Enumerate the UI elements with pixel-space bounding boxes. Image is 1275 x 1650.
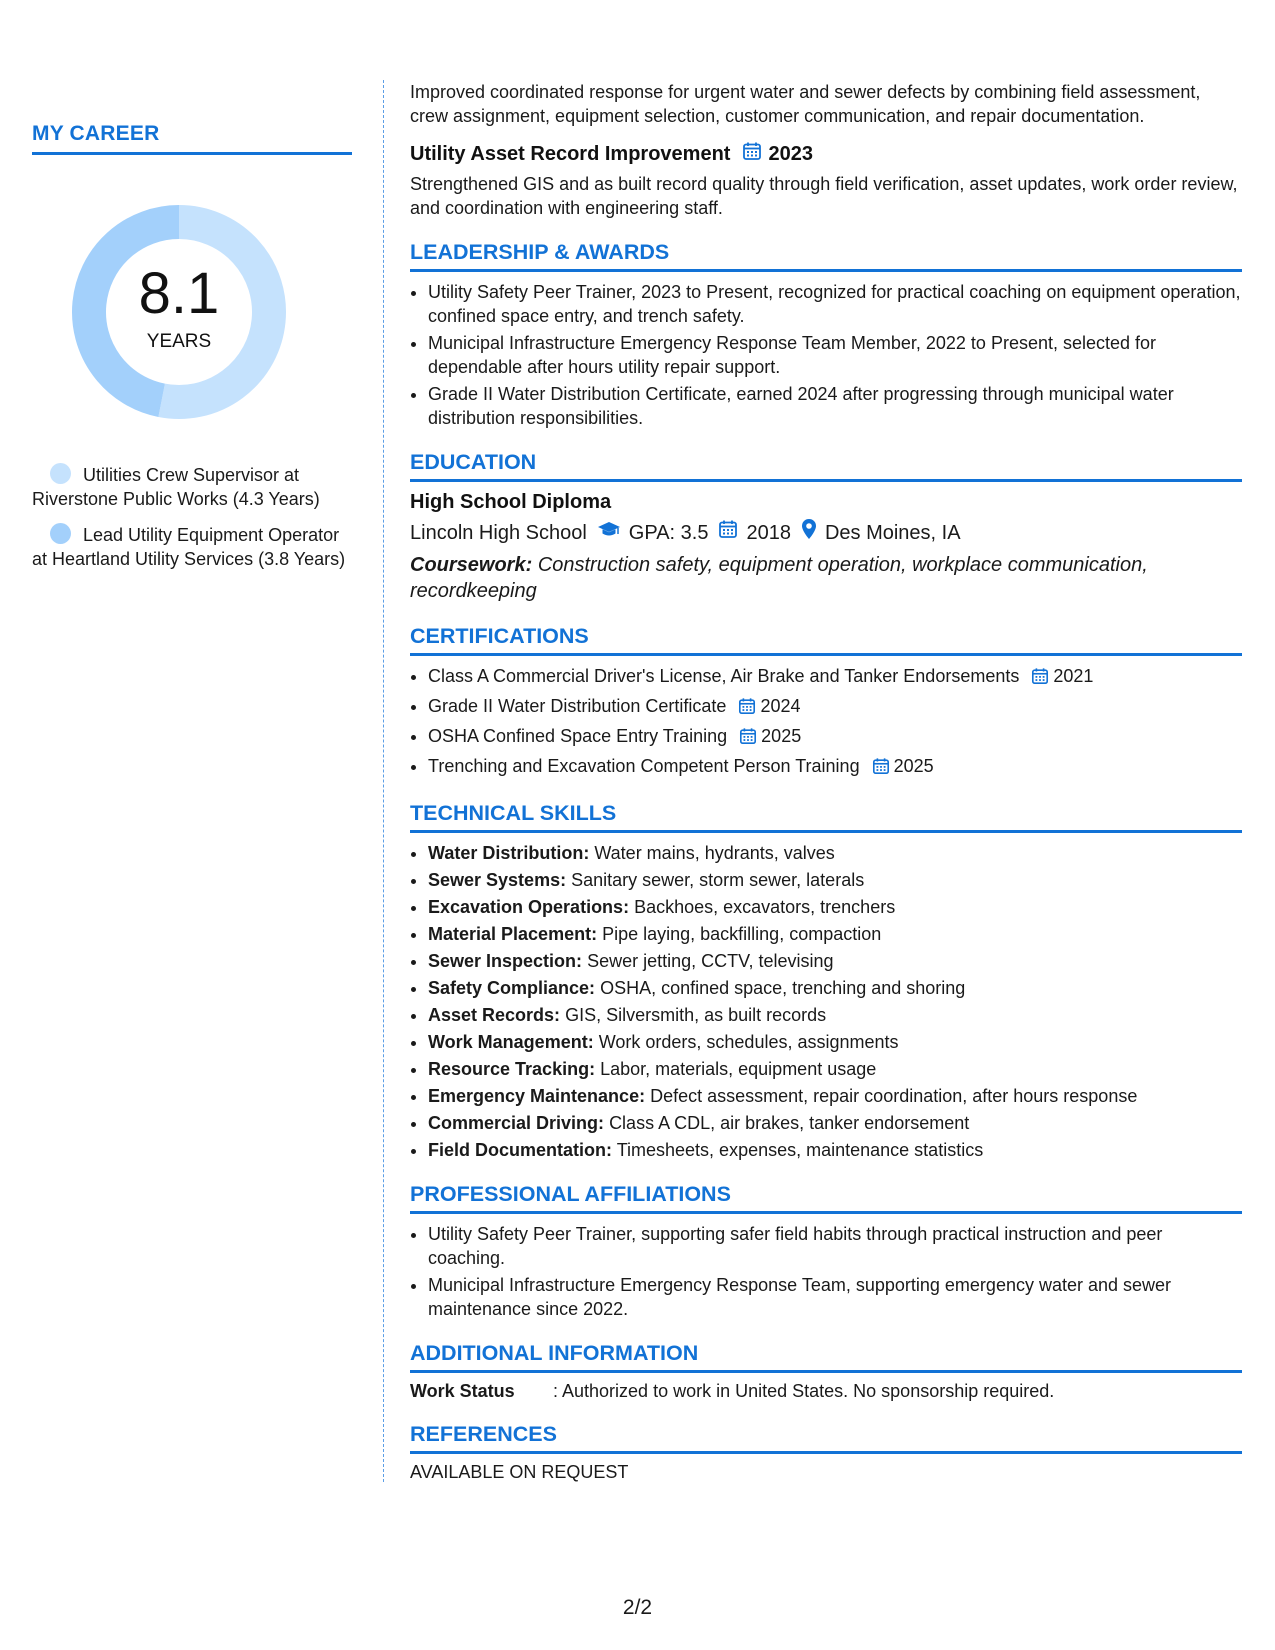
education-degree: High School Diploma [410, 491, 612, 513]
list-item: • Utility Safety Peer Trainer, supporting safer field habits through practical instruction and peer coaching. [428, 1222, 1242, 1270]
list-item [428, 868, 1242, 892]
list-item [428, 922, 1242, 946]
donut-center [64, 197, 294, 427]
certification-name: Grade II Water Distribution Certificate [428, 696, 727, 716]
leadership-list [410, 280, 1242, 430]
skill-label: Emergency Maintenance: [428, 1086, 646, 1106]
skill-label: Work Management: [428, 1032, 594, 1052]
skill-value: Timesheets, expenses, maintenance statistics [616, 1140, 984, 1160]
skill-value: Defect assessment, repair coordination, after hours response [650, 1086, 1138, 1106]
project-title [410, 141, 1242, 167]
skill-label: Commercial Driving: [428, 1113, 605, 1133]
certifications-list [410, 664, 1242, 781]
legend-dot-icon [50, 523, 71, 544]
list-item: • Grade II Water Distribution Certificate, earned 2024 after progressing through municipal water distribution responsibilities. [428, 382, 1242, 430]
skill-label: Excavation Operations: [428, 897, 630, 917]
donut-total-value: 8.1 [138, 261, 220, 326]
calendar-icon [1031, 667, 1049, 691]
calendar-icon [738, 697, 756, 721]
work-status-row [410, 1381, 1242, 1402]
legend-label: Utilities Crew Supervisor at Riverstone Public Works (4.3 Years) [32, 465, 320, 509]
certification-year: 2021 [1053, 666, 1094, 686]
list-item [428, 724, 1242, 751]
list-item [428, 754, 1242, 781]
graduation-cap-icon [597, 519, 621, 547]
skill-value: Class A CDL, air brakes, tanker endorsement [609, 1113, 970, 1133]
skill-label: Safety Compliance: [428, 978, 596, 998]
project-description: Strengthened GIS and as built record quality through field verification, asset updates, work order review, and coordination with engineering staff. [410, 174, 1238, 218]
skill-value: Pipe laying, backfilling, compaction [602, 924, 882, 944]
list-item [428, 949, 1242, 973]
list-item [428, 841, 1242, 865]
legend-item [32, 523, 352, 571]
skill-label: Material Placement: [428, 924, 598, 944]
section-additional-heading: ADDITIONAL INFORMATION [410, 1341, 1242, 1373]
career-legend [32, 463, 352, 571]
certification-name: Trenching and Excavation Competent Person Training [428, 756, 860, 776]
skill-label: Resource Tracking: [428, 1059, 596, 1079]
list-item [428, 1084, 1242, 1108]
list-item [428, 1057, 1242, 1081]
coursework-label: Coursework: [410, 554, 533, 576]
skill-value: Work orders, schedules, assignments [598, 1032, 899, 1052]
section-leadership-heading: LEADERSHIP & AWARDS [410, 240, 1242, 272]
education-gpa: GPA: 3.5 [628, 522, 709, 544]
calendar-icon [742, 141, 762, 167]
calendar-icon [739, 727, 757, 751]
education-location: Des Moines, IA [824, 522, 961, 544]
list-item: • Municipal Infrastructure Emergency Response Team Member, 2022 to Present, selected for dependable after hours utility repair support. [428, 331, 1242, 379]
coursework-text: Construction safety, equipment operation, workplace communication, recordkeeping [410, 554, 1148, 602]
skill-label: Water Distribution: [428, 843, 590, 863]
work-status-value: : Authorized to work in United States. No sponsorship required. [553, 1381, 1055, 1401]
section-references-heading: REFERENCES [410, 1422, 1242, 1454]
education-coursework [410, 552, 1242, 604]
project-name: Utility Asset Record Improvement [410, 142, 731, 165]
intro-paragraph: Improved coordinated response for urgent water and sewer defects by combining field assessment, crew assignment, equipment selection, customer communication, and repair documentation. [410, 82, 1201, 126]
certification-year: 2025 [761, 726, 802, 746]
skill-label: Field Documentation: [428, 1140, 612, 1160]
certification-year: 2025 [893, 756, 934, 776]
legend-label: Lead Utility Equipment Operator at Heartland Utility Services (3.8 Years) [32, 525, 346, 569]
skill-label: Asset Records: [428, 1005, 561, 1025]
section-skills-heading: TECHNICAL SKILLS [410, 801, 1242, 833]
list-item: • Utility Safety Peer Trainer, 2023 to Present, recognized for practical coaching on equipment operation, confined space entry, and trench safety. [428, 280, 1242, 328]
list-item [428, 1111, 1242, 1135]
skill-value: Sewer jetting, CCTV, televising [587, 951, 834, 971]
column-divider [383, 80, 384, 1482]
education-details [410, 518, 1242, 548]
affiliations-list [410, 1222, 1242, 1321]
section-certifications-heading: CERTIFICATIONS [410, 624, 1242, 656]
list-item: • Municipal Infrastructure Emergency Response Team, supporting emergency water and sewer maintenance since 2022. [428, 1273, 1242, 1321]
skills-list [410, 841, 1242, 1162]
project-year: 2023 [768, 142, 813, 165]
donut-total-unit: YEARS [146, 331, 212, 352]
skill-label: Sewer Systems: [428, 870, 567, 890]
list-item [428, 1003, 1242, 1027]
skill-label: Sewer Inspection: [428, 951, 583, 971]
skill-value: GIS, Silversmith, as built records [565, 1005, 827, 1025]
certification-year: 2024 [760, 696, 801, 716]
list-item [428, 1030, 1242, 1054]
list-item [428, 1138, 1242, 1162]
calendar-icon [718, 519, 738, 547]
section-education-heading: EDUCATION [410, 450, 1242, 482]
right-column [410, 80, 1242, 1483]
skill-value: Sanitary sewer, storm sewer, laterals [571, 870, 865, 890]
skill-value: OSHA, confined space, trenching and shoring [600, 978, 966, 998]
certification-name: OSHA Confined Space Entry Training [428, 726, 728, 746]
list-item [428, 664, 1242, 691]
list-item [428, 895, 1242, 919]
work-status-key: Work Status [410, 1381, 515, 1401]
legend-item [32, 463, 352, 511]
legend-dot-icon [50, 463, 71, 484]
education-year: 2018 [746, 522, 791, 544]
skill-value: Water mains, hydrants, valves [594, 843, 835, 863]
skill-value: Backhoes, excavators, trenchers [634, 897, 896, 917]
career-heading: MY CAREER [32, 122, 352, 155]
left-column [32, 122, 352, 587]
references-text: AVAILABLE ON REQUEST [410, 1462, 629, 1482]
location-pin-icon [801, 518, 817, 548]
list-item [428, 694, 1242, 721]
education-school: Lincoln High School [410, 522, 587, 544]
skill-value: Labor, materials, equipment usage [600, 1059, 877, 1079]
calendar-icon [872, 757, 890, 781]
section-affiliations-heading: PROFESSIONAL AFFILIATIONS [410, 1182, 1242, 1214]
list-item [428, 976, 1242, 1000]
page-number: 2/2 [622, 1596, 653, 1619]
career-donut-chart [64, 197, 294, 427]
certification-name: Class A Commercial Driver's License, Air Brake and Tanker Endorsements [428, 666, 1020, 686]
